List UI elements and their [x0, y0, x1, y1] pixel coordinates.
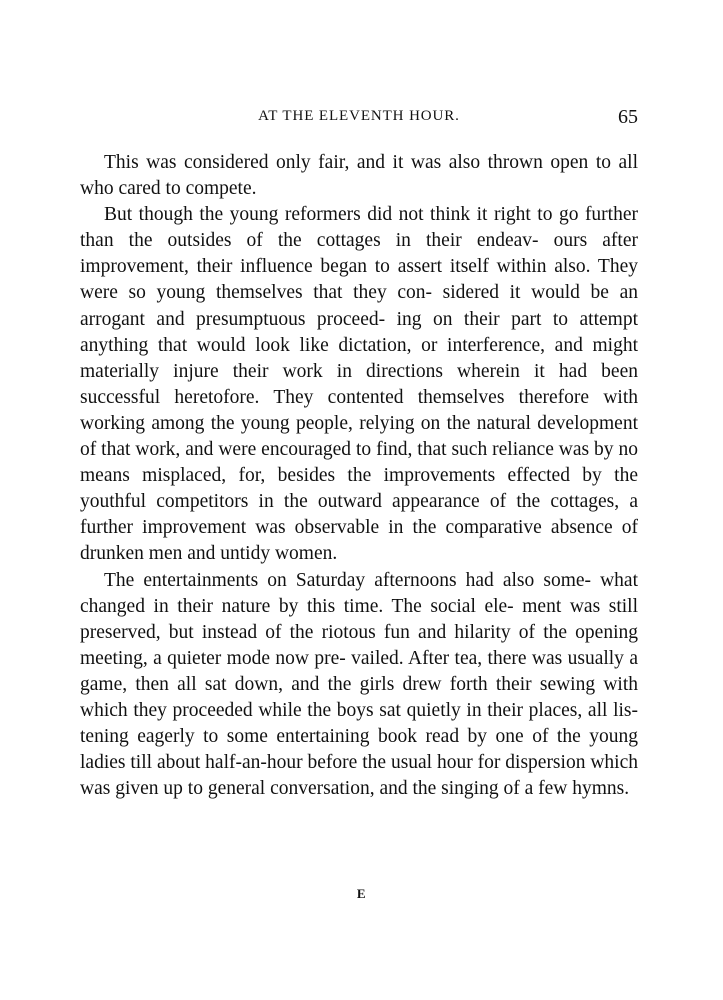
paragraph: This was considered only fair, and it was also thrown open to all who cared to compete. [80, 152, 638, 200]
paragraph: But though the young reformers did not think it right to go further than the outsides of the cottages in their endeav- ours after improvement, their influence began to assert itself within also. They were so young themselves that they con- sidered it would be an arrogant and presumptuous proceed- ing on their part to attempt anything that would look like dictation, or interference, and might materially injure their work in directions wherein it had been successful heretofore. They contented themselves therefore with working among the young people, relying on the natural development of that work, and were encouraged to find, that such reliance was by no means misplaced, for, besides the improvements effected by the youthful competitors in the outward appearance of the cottages, a further improvement was observable in the comparative absence of drunken men and untidy women. [80, 204, 638, 565]
paragraph: The entertainments on Saturday afternoons had also some- what changed in their nature by this time. The social ele- ment was still preserved, but instead of the riotous fun and hilarity of the opening meeting, a quieter mode now pre- vailed. After tea, there was usually a game, then all sat down, and the girls drew forth their sewing with which they proceeded while the boys sat quietly in their places, all lis- tening eagerly to some entertaining book read by one of the young ladies till about half-an-hour before the usual hour for dispersion which was given up to general conversation, and the singing of a few hymns. [80, 569, 638, 800]
signature-mark: E [356, 886, 367, 901]
body-text [80, 150, 638, 802]
running-head [80, 106, 638, 134]
page-number: 65 [618, 106, 638, 128]
running-title: AT THE ELEVENTH HOUR. [258, 108, 460, 124]
